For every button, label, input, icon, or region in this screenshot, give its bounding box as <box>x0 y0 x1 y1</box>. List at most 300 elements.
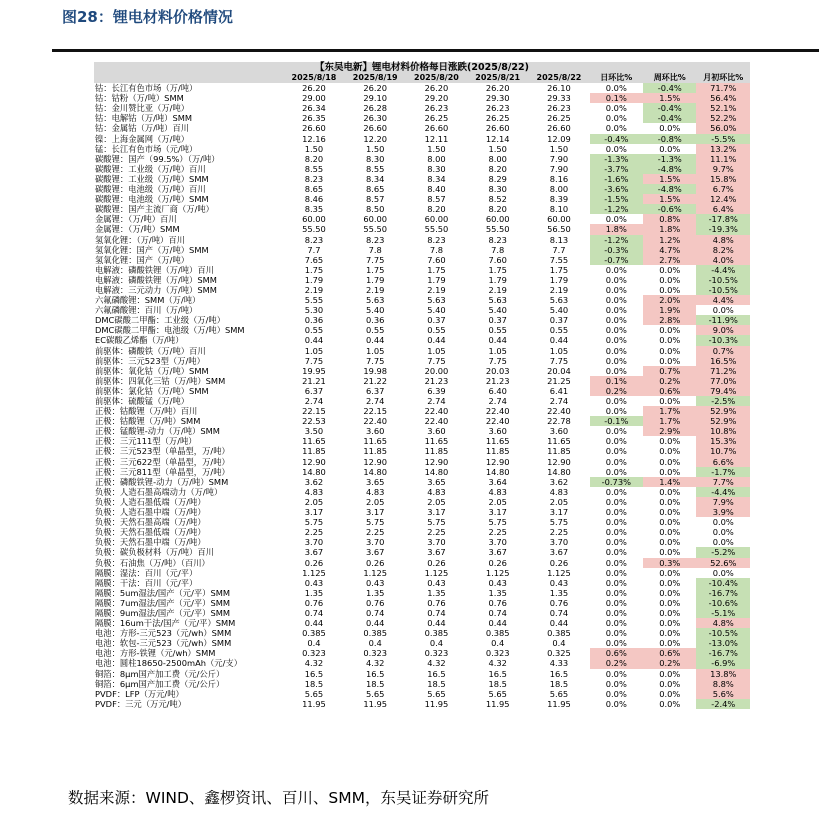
price-cell: 0.4 <box>368 638 382 649</box>
table-row <box>94 83 750 93</box>
price-cell: 1.35 <box>304 587 324 598</box>
change-pct-cell: 1.2% <box>643 235 696 245</box>
price-cell: 1.79 <box>427 274 446 285</box>
price-cell: 1.79 <box>549 274 569 285</box>
table-row <box>94 537 750 547</box>
change-pct-cell: 0.8% <box>643 214 696 224</box>
price-cell: 7.55 <box>549 254 569 265</box>
material-name-cell: 负极：人造石墨低端（万/吨） <box>95 496 206 507</box>
material-name-cell: 钴：长江有色市场（万/吨） <box>95 83 198 94</box>
price-cell: 0.4 <box>307 638 321 649</box>
change-pct-cell: 0.0% <box>659 577 681 588</box>
table-row <box>94 224 750 234</box>
price-cell: 16.5 <box>365 668 385 679</box>
change-pct-cell: 0.0% <box>659 355 681 366</box>
material-name-cell: 六氟磷酸锂：百川（万/吨） <box>95 305 198 316</box>
change-pct-cell: 0.0% <box>712 567 734 578</box>
table-row <box>94 699 750 709</box>
price-cell: 5.40 <box>365 305 385 316</box>
material-name-cell: 金属锂：（万/吨）百川 <box>95 214 177 225</box>
price-cell: 11.95 <box>547 698 571 709</box>
header-cell <box>94 73 283 83</box>
price-cell: 3.70 <box>427 537 446 548</box>
price-cell: 8.46 <box>304 194 324 205</box>
change-pct-cell: -3.7% <box>590 164 643 174</box>
price-table-container <box>94 62 750 709</box>
price-cell: 1.50 <box>365 143 385 154</box>
material-name-cell: 电池：圆柱18650-2500mAh（元/支） <box>95 658 242 669</box>
change-pct-cell: 0.0% <box>659 274 681 285</box>
price-cell: 0.55 <box>304 325 324 336</box>
price-cell: 7.7 <box>552 244 566 255</box>
change-pct-cell: 0.0% <box>659 123 681 134</box>
price-cell: 8.20 <box>427 204 446 215</box>
change-pct-cell: -0.73% <box>590 477 643 487</box>
price-cell: 3.70 <box>365 537 385 548</box>
table-row <box>94 527 750 537</box>
price-cell: 8.34 <box>427 173 446 184</box>
change-pct-cell: 1.5% <box>643 93 696 103</box>
change-pct-cell: 2.0% <box>643 295 696 305</box>
table-row <box>94 457 750 467</box>
price-cell: 0.44 <box>488 335 507 346</box>
table-title: 【东吴电新】锂电材料价格每日涨跌(2025/8/22) <box>94 62 750 73</box>
material-name-cell: 金属锂：（万/吨）SMM <box>95 224 180 235</box>
price-cell: 8.65 <box>304 184 324 195</box>
price-cell: 22.40 <box>424 416 449 427</box>
change-pct-cell: 0.2% <box>643 376 696 386</box>
change-pct-cell: 0.0% <box>605 406 627 417</box>
change-pct-cell: -0.6% <box>643 204 696 214</box>
material-name-cell: 隔膜：干法：百川（元/平） <box>95 577 198 588</box>
price-cell: 26.60 <box>424 123 449 134</box>
change-pct-cell: 0.0% <box>605 567 627 578</box>
price-cell: 7.75 <box>549 355 569 366</box>
price-cell: 26.20 <box>363 83 388 94</box>
change-pct-cell: -4.4% <box>696 487 750 497</box>
price-cell: 3.60 <box>365 426 385 437</box>
price-cell: 1.50 <box>427 143 446 154</box>
price-cell: 0.37 <box>427 315 446 326</box>
material-name-cell: 钴：电解钴（万/吨）SMM <box>95 113 193 124</box>
price-cell: 2.74 <box>304 396 324 406</box>
price-cell: 2.05 <box>549 496 569 507</box>
figure-title: 图28：锂电材料价格情况 <box>62 8 233 26</box>
price-cell: 4.32 <box>365 658 385 669</box>
change-pct-cell: 0.0% <box>659 496 681 507</box>
price-cell: 5.63 <box>488 295 507 306</box>
material-name-cell: 正极：三元523型（单晶型，万/吨） <box>95 446 230 457</box>
change-pct-cell: 0.0% <box>659 486 681 497</box>
price-cell: 3.70 <box>304 537 324 548</box>
table-row <box>94 426 750 436</box>
change-pct-cell: 3.9% <box>696 507 750 517</box>
price-cell: 0.44 <box>304 335 324 346</box>
price-cell: 0.44 <box>427 618 446 629</box>
change-pct-cell: 0.0% <box>712 517 734 528</box>
material-name-cell: 前驱体：四氧化三钴（万/吨）SMM <box>95 375 226 386</box>
price-cell: 3.17 <box>365 507 385 518</box>
price-cell: 55.50 <box>302 224 326 235</box>
price-cell: 0.43 <box>488 577 507 588</box>
price-cell: 12.16 <box>302 133 326 144</box>
change-pct-cell: 0.2% <box>590 658 643 668</box>
table-row <box>94 164 750 174</box>
change-pct-cell: 0.0% <box>605 678 627 689</box>
change-pct-cell: 0.0% <box>659 456 681 467</box>
price-cell: 0.76 <box>365 597 385 608</box>
price-cell: 55.50 <box>485 224 510 235</box>
table-row <box>94 689 750 699</box>
change-pct-cell: 0.0% <box>659 335 681 346</box>
price-cell: 0.26 <box>488 557 507 568</box>
price-cell: 0.55 <box>427 325 446 336</box>
price-cell: 2.19 <box>488 284 507 295</box>
price-cell: 5.63 <box>549 295 569 306</box>
material-name-cell: PVDF：三元（万元/吨） <box>95 698 187 709</box>
change-pct-cell: -2.5% <box>696 396 750 406</box>
change-pct-cell: -5.5% <box>696 134 750 144</box>
price-cell: 2.25 <box>488 527 507 538</box>
price-cell: 4.32 <box>427 658 446 669</box>
change-pct-cell: 0.0% <box>659 345 681 356</box>
price-cell: 14.80 <box>302 466 326 477</box>
price-cell: 26.20 <box>302 83 326 94</box>
table-row <box>94 134 750 144</box>
change-pct-cell: -0.4% <box>643 113 696 123</box>
table-row <box>94 487 750 497</box>
price-cell: 3.67 <box>427 547 446 558</box>
price-cell: 0.76 <box>549 597 569 608</box>
price-cell: 0.26 <box>365 557 385 568</box>
change-pct-cell: 0.0% <box>605 577 627 588</box>
price-cell: 3.70 <box>488 537 507 548</box>
change-pct-cell: 0.0% <box>605 557 627 568</box>
price-cell: 14.80 <box>485 466 510 477</box>
price-cell: 3.62 <box>304 476 324 487</box>
price-cell: 5.75 <box>427 517 446 528</box>
price-cell: 1.79 <box>304 274 324 285</box>
change-pct-cell: 71.7% <box>696 83 750 93</box>
change-pct-cell: 9.0% <box>696 325 750 335</box>
price-cell: 2.74 <box>549 396 569 406</box>
price-cell: 3.70 <box>549 537 569 548</box>
material-name-cell: 负极：石油焦（万/吨）（百川） <box>95 557 210 568</box>
material-name-cell: 正极：三元622型（单晶型，万/吨） <box>95 456 230 467</box>
price-cell: 2.74 <box>427 396 446 406</box>
price-cell: 12.14 <box>485 133 510 144</box>
material-name-cell: 电池：软包-三元523（元/wh）SMM <box>95 638 232 649</box>
price-cell: 8.57 <box>427 194 446 205</box>
change-pct-cell: -1.5% <box>590 194 643 204</box>
price-cell: 7.60 <box>488 254 507 265</box>
change-pct-cell: 0.6% <box>590 648 643 658</box>
price-cell: 0.323 <box>424 648 449 659</box>
price-cell: 29.30 <box>485 93 510 104</box>
price-cell: 11.65 <box>485 436 510 447</box>
header-cell: 日环比% <box>590 73 643 83</box>
price-cell: 11.85 <box>424 446 449 457</box>
price-cell: 12.90 <box>424 456 449 467</box>
price-cell: 8.20 <box>488 204 507 215</box>
table-row <box>94 154 750 164</box>
price-cell: 1.75 <box>427 264 446 275</box>
change-pct-cell: -6.9% <box>696 658 750 668</box>
price-cell: 26.28 <box>363 103 388 114</box>
change-pct-cell: 0.1% <box>590 93 643 103</box>
price-cell: 0.385 <box>302 628 326 639</box>
change-pct-cell: 0.0% <box>659 668 681 679</box>
price-cell: 22.40 <box>424 406 449 417</box>
change-pct-cell: 0.0% <box>605 547 627 558</box>
change-pct-cell: 0.0% <box>605 143 627 154</box>
change-pct-cell: 2.9% <box>643 426 696 436</box>
change-pct-cell: -5.1% <box>696 608 750 618</box>
change-pct-cell: -1.7% <box>696 467 750 477</box>
table-row <box>94 214 750 224</box>
price-cell: 21.23 <box>424 375 449 386</box>
change-pct-cell: 0.0% <box>605 284 627 295</box>
table-row <box>94 628 750 638</box>
change-pct-cell: 0.0% <box>605 426 627 437</box>
change-pct-cell: 0.0% <box>605 618 627 629</box>
price-cell: 3.65 <box>427 476 446 487</box>
material-name-cell: EC碳酸乙烯酯（万/吨） <box>95 335 184 346</box>
price-cell: 1.05 <box>549 345 569 356</box>
price-cell: 11.85 <box>547 446 571 457</box>
change-pct-cell: -10.6% <box>696 598 750 608</box>
material-name-cell: 负极：天然石墨低端（万/吨） <box>95 527 206 538</box>
table-row <box>94 346 750 356</box>
price-cell: 26.60 <box>363 123 388 134</box>
change-pct-cell: 10.7% <box>696 446 750 456</box>
price-cell: 16.5 <box>427 668 446 679</box>
change-pct-cell: 0.0% <box>659 527 681 538</box>
change-pct-cell: -5.2% <box>696 547 750 557</box>
change-pct-cell: 0.0% <box>659 264 681 275</box>
material-name-cell: 电池：方形-三元523（元/wh）SMM <box>95 628 232 639</box>
price-cell: 3.67 <box>304 547 324 558</box>
change-pct-cell: 0.0% <box>605 325 627 336</box>
price-cell: 3.62 <box>549 476 569 487</box>
header-cell: 2025/8/21 <box>467 73 528 83</box>
price-cell: 0.43 <box>365 577 385 588</box>
table-row <box>94 93 750 103</box>
change-pct-cell: 1.9% <box>643 305 696 315</box>
change-pct-cell: 0.7% <box>643 366 696 376</box>
price-cell: 7.8 <box>491 244 505 255</box>
price-cell: 8.30 <box>365 153 385 164</box>
change-pct-cell: 0.0% <box>605 103 627 114</box>
table-row <box>94 386 750 396</box>
material-name-cell: 负极：人造石墨高端动力（万/吨） <box>95 486 223 497</box>
price-cell: 5.65 <box>304 688 324 699</box>
price-cell: 5.65 <box>549 688 569 699</box>
material-name-cell: 铜箔：8μm国产加工费（元/公斤） <box>95 668 225 679</box>
change-pct-cell: 0.0% <box>605 396 627 406</box>
table-row <box>94 255 750 265</box>
price-cell: 4.83 <box>549 486 569 497</box>
header-cell: 2025/8/19 <box>345 73 406 83</box>
change-pct-cell: -4.8% <box>643 184 696 194</box>
price-cell: 0.4 <box>491 638 505 649</box>
price-cell: 8.23 <box>365 234 385 245</box>
header-cell: 周环比% <box>643 73 696 83</box>
change-pct-cell: 0.6% <box>643 648 696 658</box>
price-cell: 11.95 <box>485 698 510 709</box>
table-row <box>94 618 750 628</box>
change-pct-cell: -0.4% <box>590 134 643 144</box>
price-cell: 4.32 <box>488 658 507 669</box>
change-pct-cell: 0.0% <box>605 517 627 528</box>
price-cell: 1.75 <box>304 264 324 275</box>
price-cell: 18.5 <box>427 678 446 689</box>
price-cell: 26.60 <box>302 123 326 134</box>
material-name-cell: 前驱体：磷酸铁（万/吨）百川 <box>95 345 206 356</box>
material-name-cell: 前驱体：氯化钴（万/吨）SMM <box>95 385 209 396</box>
price-cell: 3.17 <box>488 507 507 518</box>
change-pct-cell: -1.3% <box>590 154 643 164</box>
price-cell: 1.79 <box>365 274 385 285</box>
price-cell: 7.90 <box>549 153 569 164</box>
change-pct-cell: 71.2% <box>696 366 750 376</box>
price-cell: 8.55 <box>365 163 385 174</box>
change-pct-cell: 0.0% <box>659 547 681 558</box>
change-pct-cell: -1.6% <box>590 174 643 184</box>
table-row <box>94 235 750 245</box>
material-name-cell: 钴：钴粉（万/吨）SMM <box>95 93 184 104</box>
change-pct-cell: 0.0% <box>659 607 681 618</box>
table-row <box>94 265 750 275</box>
change-pct-cell: 0.0% <box>605 123 627 134</box>
price-cell: 0.4 <box>429 638 444 649</box>
change-pct-cell: 0.7% <box>696 346 750 356</box>
price-cell: 0.76 <box>488 597 507 608</box>
change-pct-cell: 0.0% <box>605 345 627 356</box>
price-cell: 29.00 <box>302 93 326 104</box>
price-cell: 11.85 <box>302 446 326 457</box>
price-cell: 55.50 <box>424 224 449 235</box>
price-cell: 55.50 <box>363 224 388 235</box>
change-pct-cell: 0.0% <box>605 507 627 518</box>
price-cell: 5.30 <box>304 305 324 316</box>
price-cell: 0.385 <box>424 628 449 639</box>
change-pct-cell: 0.0% <box>605 295 627 306</box>
change-pct-cell: 0.0% <box>605 496 627 507</box>
change-pct-cell: 8.8% <box>696 679 750 689</box>
price-cell: 5.75 <box>488 517 507 528</box>
table-row <box>94 184 750 194</box>
material-name-cell: 前驱体：三元523型（万/吨） <box>95 355 205 366</box>
price-cell: 1.125 <box>302 567 326 578</box>
change-pct-cell: 0.0% <box>605 638 627 649</box>
price-cell: 20.03 <box>485 365 510 376</box>
header-cell: 2025/8/22 <box>528 73 589 83</box>
price-cell: 3.60 <box>488 426 507 437</box>
table-row <box>94 335 750 345</box>
change-pct-cell: -19.3% <box>696 224 750 234</box>
price-cell: 2.05 <box>488 496 507 507</box>
price-cell: 3.17 <box>549 507 569 518</box>
price-cell: 1.05 <box>365 345 385 356</box>
price-cell: 14.80 <box>363 466 388 477</box>
price-cell: 8.35 <box>304 204 324 215</box>
change-pct-cell: 0.2% <box>590 386 643 396</box>
price-cell: 1.50 <box>549 143 569 154</box>
change-pct-cell: 0.0% <box>605 628 627 639</box>
change-pct-cell: 0.0% <box>659 567 681 578</box>
price-cell: 5.65 <box>427 688 446 699</box>
price-cell: 0.76 <box>304 597 324 608</box>
change-pct-cell: 0.0% <box>659 638 681 649</box>
table-row <box>94 436 750 446</box>
change-pct-cell: 2.8% <box>643 315 696 325</box>
price-cell: 0.323 <box>302 648 326 659</box>
price-cell: 14.80 <box>547 466 571 477</box>
change-pct-cell: 13.8% <box>696 669 750 679</box>
change-pct-cell: 52.1% <box>696 103 750 113</box>
price-cell: 21.23 <box>485 375 510 386</box>
change-pct-cell: 0.0% <box>659 466 681 477</box>
price-cell: 6.41 <box>549 385 569 396</box>
change-pct-cell: -0.4% <box>643 83 696 93</box>
price-cell: 18.5 <box>365 678 385 689</box>
price-cell: 20.00 <box>424 365 449 376</box>
price-cell: 5.65 <box>365 688 385 699</box>
change-pct-cell: 10.8% <box>696 426 750 436</box>
price-cell: 0.323 <box>363 648 388 659</box>
change-pct-cell: 7.7% <box>696 477 750 487</box>
price-cell: 21.22 <box>363 375 388 386</box>
table-row <box>94 477 750 487</box>
change-pct-cell: 12.4% <box>696 194 750 204</box>
price-cell: 1.125 <box>363 567 388 578</box>
material-name-cell: 钴：金川赞比亚（万/吨） <box>95 103 190 114</box>
material-name-cell: 锰：长江有色市场（元/吨） <box>95 143 198 154</box>
change-pct-cell: 6.6% <box>696 457 750 467</box>
price-cell: 3.60 <box>427 426 446 437</box>
price-cell: 12.20 <box>363 133 388 144</box>
change-pct-cell: 0.0% <box>712 537 734 548</box>
table-row <box>94 275 750 285</box>
change-pct-cell: -0.1% <box>590 416 643 426</box>
change-pct-cell: 0.0% <box>605 264 627 275</box>
price-cell: 0.385 <box>485 628 510 639</box>
material-name-cell: 负极：碳负极材料（万/吨）百川 <box>95 547 214 558</box>
price-cell: 12.11 <box>424 133 449 144</box>
change-pct-cell: 1.5% <box>643 174 696 184</box>
price-cell: 60.00 <box>302 214 326 225</box>
change-pct-cell: 13.2% <box>696 144 750 154</box>
change-pct-cell: 1.8% <box>643 224 696 234</box>
change-pct-cell: 0.0% <box>605 537 627 548</box>
table-row <box>94 507 750 517</box>
price-cell: 1.75 <box>549 264 569 275</box>
price-cell: 8.55 <box>304 163 324 174</box>
material-name-cell: PVDF：LFP（万元/吨） <box>95 688 184 699</box>
material-name-cell: 碳酸锂：工业级（万/吨）百川 <box>95 163 206 174</box>
price-cell: 22.78 <box>547 416 571 427</box>
price-cell: 8.52 <box>488 194 507 205</box>
price-cell: 0.26 <box>304 557 324 568</box>
table-row <box>94 416 750 426</box>
price-cell: 16.5 <box>304 668 324 679</box>
price-cell: 11.95 <box>363 698 388 709</box>
price-cell: 26.25 <box>424 113 449 124</box>
change-pct-cell: 52.6% <box>696 558 750 568</box>
price-cell: 26.60 <box>485 123 510 134</box>
change-pct-cell: 15.3% <box>696 436 750 446</box>
